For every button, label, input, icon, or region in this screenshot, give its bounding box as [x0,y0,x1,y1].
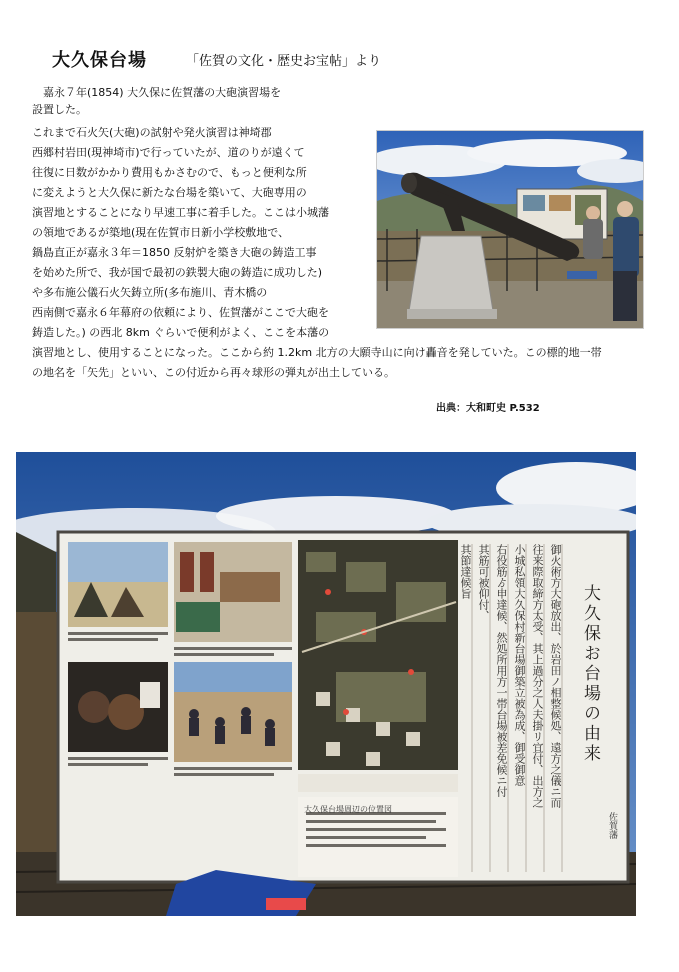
paragraph-line: 演習地とし、使用することになった。ここから約 1.2km 北方の大願寺山に向け轟音を発していた。この標的地一帯 [32,346,602,359]
sign-text-columns [456,544,564,874]
header [0,0,679,90]
paragraph-line: の領地であるが築地(現在佐賀市日新小学校敷地で、 [32,226,290,239]
paragraph-line: これまで石火矢(大砲)の試射や発火演習は神埼郡 [32,126,272,139]
signboard-corner-text: 佐賀藩 [607,812,617,839]
paragraph-line: 演習地とすることになり早速工事に着手した。ここは小城藩 [32,206,329,219]
paragraph-line: 嘉永７年(1854) 大久保に佐賀藩の大砲演習場を [32,86,282,99]
page-title: 大久保台場 [52,50,147,71]
cannon-photo [376,130,644,329]
paragraph-line: を始めた所で、我が国で最初の鉄製大砲の鋳造に成功した) [32,266,323,279]
signboard-title: 大久保お台場の由来 [580,584,600,764]
paragraph-line: に変えようと大久保に新たな台場を築いて、大砲専用の [32,186,307,199]
sign-text-column: 小城私領大久保村新台場御築立被為成、御受御意 [513,544,526,786]
sign-text-column: 其筋可被仰付、 [477,544,490,621]
paragraph-line: の地名を「矢先」といい、この付近から再々球形の弾丸が出土している。 [32,366,395,379]
cannon-photo-illustration [377,131,643,328]
signboard-photo [16,452,636,916]
sign-text-column: 其節達候旨 [459,544,472,599]
paragraph-line: 設置した。 [32,103,87,116]
sign-text-column: 往来際取締方太受、其上過分之人夫掛リ宜付、出方之 [531,544,544,808]
paragraph-line: 西南側で嘉永６年幕府の依頼により、佐賀藩がここで大砲を [32,306,329,319]
paragraph-line: 西郷村岩田(現神埼市)で行っていたが、道のりが遠くて [32,146,305,159]
paragraph-line: 鍋島直正が嘉永３年＝1850 反射炉を築き大砲の鋳造工事 [32,246,317,259]
citation: 出典：大和町史 P.532 [436,403,540,414]
sign-text-column: 右役筋ゟ申達候、然処所用方一帯台場被差免候ニ付 [495,544,508,797]
sign-text-column: 御火術方大砲放出、於岩田ノ相整候処、遠方之儀ニ而 [549,544,562,808]
map-caption: 大久保台場周辺の位置図 [304,805,392,814]
source-note: 「佐賀の文化・歴史お宝帖」より [186,54,382,69]
paragraph-line: や多布施公儀石火矢鋳立所(多布施川、青木橋の [32,286,268,299]
paragraph-line: 往復に日数がかかり費用もかさむので、もっと便利な所 [32,166,307,179]
paragraph-line: 鋳造した。) の西北 8km ぐらいで便利がよく、ここを本藩の [32,326,330,339]
